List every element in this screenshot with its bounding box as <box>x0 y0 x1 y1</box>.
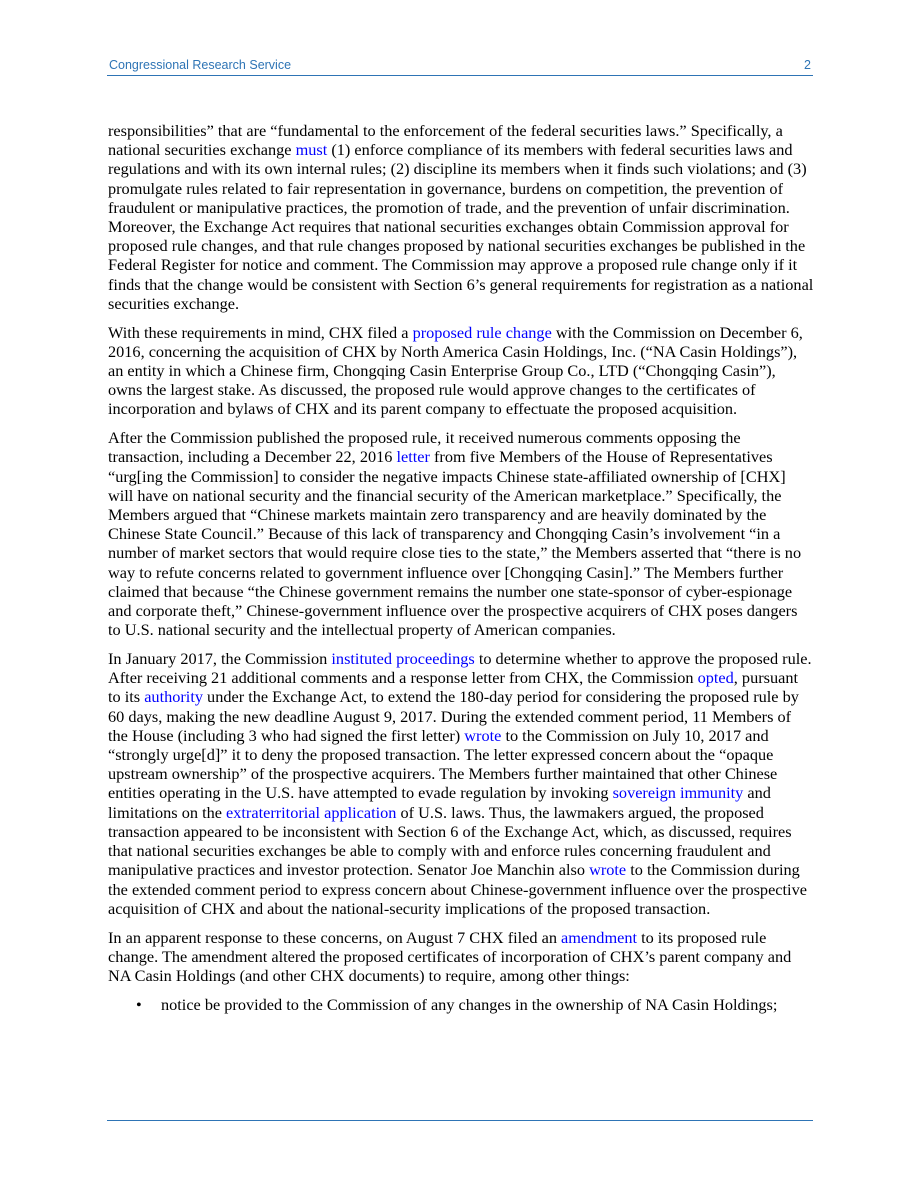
link-authority[interactable]: authority <box>144 687 203 707</box>
text-run: with the Commission on December 6, 2016, concerning the acquisition of CHX by North America Casin Holdings, Inc. (“NA Casin Holdings”), an entity in which a Chinese firm, Chongqing Casin Enterprise Group Co., LTD (“Chongqing Casin”), owns the largest stake. As discussed, the proposed rule would approve changes to the certificates of incorporation and bylaws of CHX and its parent company to effectuate the proposed acquisition. <box>108 322 803 419</box>
bullet-list <box>108 995 814 1014</box>
text-run: , pursuant to its <box>108 668 798 707</box>
header-org-name: Congressional Research Service <box>109 58 292 72</box>
paragraph <box>108 323 814 419</box>
link-instituted-proceedings[interactable]: instituted proceedings <box>331 649 475 669</box>
text-run: After the Commission published the proposed rule, it received numerous comments opposing the transaction, including a December 22, 2016 <box>108 428 741 467</box>
text-run: In January 2017, the Commission <box>108 649 332 669</box>
link-extraterritorial-application[interactable]: extraterritorial application <box>226 802 397 822</box>
link-amendment[interactable]: amendment <box>561 927 637 947</box>
list-item <box>108 995 814 1014</box>
paragraph <box>108 121 814 313</box>
text-run: of U.S. laws. Thus, the lawmakers argued, the proposed transaction appeared to be inconsistent with Section 6 of the Exchange Act, which, as discussed, requires that national securities exchanges be able to comply with and enforce rules concerning fraudulent and manipulative practices and investor protection. Senator Joe Manchin also <box>108 802 792 880</box>
link-proposed-rule-change[interactable]: proposed rule change <box>412 322 552 342</box>
text-run: In an apparent response to these concerns, on August 7 CHX filed an <box>108 927 562 947</box>
page-header <box>107 55 813 76</box>
link-letter[interactable]: letter <box>396 447 430 467</box>
text-run: under the Exchange Act, to extend the 180-day period for considering the proposed rule by 60 days, making the new deadline August 9, 2017. During the extended comment period, 11 Members of the House (including 3 who had signed the first letter) <box>108 687 799 745</box>
link-must[interactable]: must <box>295 140 328 160</box>
link-wrote[interactable]: wrote <box>464 725 502 745</box>
paragraph <box>108 428 814 639</box>
footer-divider <box>107 1120 813 1121</box>
link-opted[interactable]: opted <box>697 668 734 688</box>
text-run: responsibilities” that are “fundamental to the enforcement of the federal securities laws.” Specifically, a national securities exchange <box>108 121 783 160</box>
text-run: to the Commission on July 10, 2017 and “strongly urge[d]” it to deny the proposed transaction. The letter expressed concern about the “opaque upstream ownership” of the prospective acquirers. The Members further maintained that other Chinese entities operating in the U.S. have attempted to evade regulation by invoking <box>108 725 778 803</box>
text-run: to its proposed rule change. The amendment altered the proposed certificates of incorporation of CHX’s parent company and NA Casin Holdings (and other CHX documents) to require, among other things: <box>108 927 792 985</box>
text-run: With these requirements in mind, CHX filed a <box>108 322 413 342</box>
paragraph <box>108 928 814 986</box>
text-run: (1) enforce compliance of its members with federal securities laws and regulations and with its own internal rules; (2) discipline its members when it finds such violations; and (3) promulgate rules related to fair representation in governance, burdens on competition, the prevention of fraudulent or manipulative practices, the promotion of trade, and the prevention of unfair discrimination. Moreover, the Exchange Act requires that national securities exchanges obtain Commission approval for proposed rule changes, and that rule changes proposed by national securities exchanges be published in the Federal Register for notice and comment. The Commission may approve a proposed rule change only if it finds that the change would be consistent with Section 6’s general requirements for registration as a national securities exchange. <box>108 140 814 313</box>
document-body <box>108 121 814 1014</box>
page-number: 2 <box>804 58 811 72</box>
text-run: to determine whether to approve the proposed rule. After receiving 21 additional comments and a response letter from CHX, the Commission <box>108 649 812 688</box>
list-item-text: notice be provided to the Commission of any changes in the ownership of NA Casin Holdings; <box>161 994 778 1014</box>
link-wrote-manchin[interactable]: wrote <box>589 860 627 880</box>
text-run: from five Members of the House of Representatives “urg[ing the Commission] to consider the negative impacts Chinese state-affiliated ownership of [CHX] will have on national security and the financial security of the American marketplace.” Specifically, the Members argued that “Chinese markets maintain zero transparency and are heavily dominated by the Chinese State Council.” Because of this lack of transparency and Chongqing Casin’s involvement “in a number of market sectors that would require close ties to the state,” the Members asserted that “there is no way to refute concerns related to government influence over [Chongqing Casin].” The Members further claimed that because “the Chinese government remains the number one state-sponsor of cyber-espionage and corporate theft,” Chinese-government influence over the prospective acquirers of CHX poses dangers to U.S. national security and the intellectual property of American companies. <box>108 447 802 640</box>
text-run: and limitations on the <box>108 783 771 822</box>
paragraph <box>108 649 814 918</box>
link-sovereign-immunity[interactable]: sovereign immunity <box>612 783 744 803</box>
bullet-icon: • <box>136 994 142 1014</box>
text-run: to the Commission during the extended comment period to express concern about Chinese-government influence over the prospective acquisition of CHX and about the national-security implications of the proposed transaction. <box>108 860 807 918</box>
